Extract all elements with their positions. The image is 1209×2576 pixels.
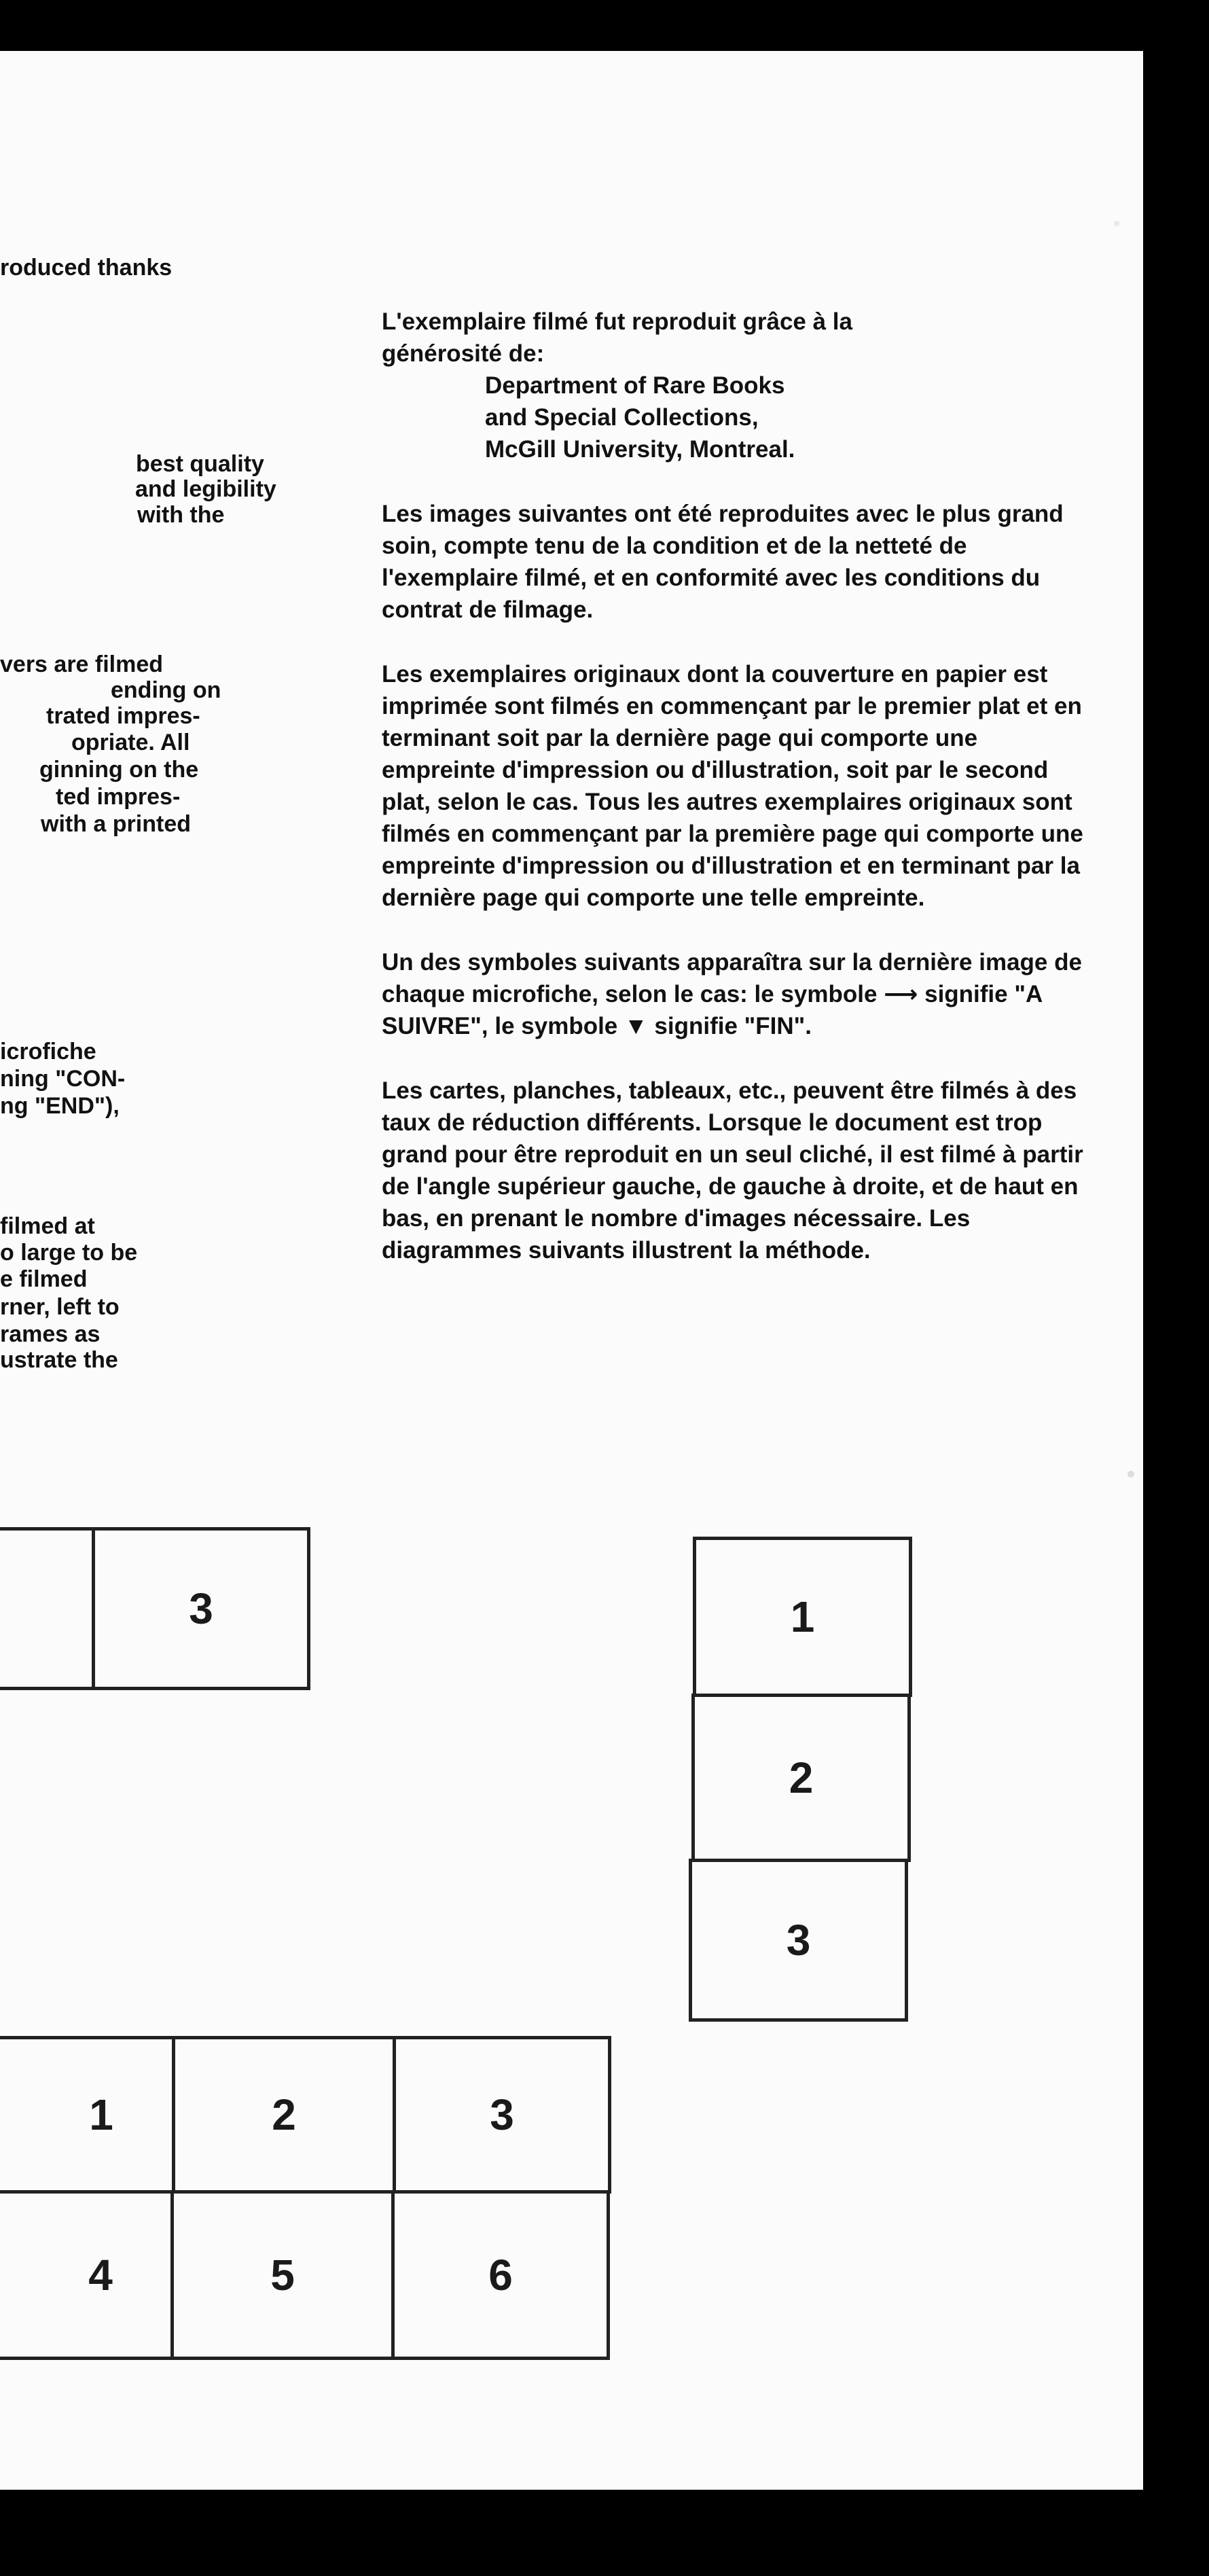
diagram-frame-4 [0, 2190, 174, 2360]
credit-line: générosité de: [382, 340, 545, 367]
diagram-frame-6 [391, 2190, 610, 2360]
institution-line: and Special Collections, [485, 404, 759, 431]
text-line: vers are filmed [0, 651, 164, 677]
frame-number: 2 [272, 2090, 296, 2139]
paragraph-maps: Les cartes, planches, tableaux, etc., peuvent être filmés à des taux de réduction différents. Lorsque le document est trop grand pour être reproduit en un seul cliché, il est filmé à partir de l'angle supérieur gauche, de gauche à droite, et de haut en bas, en prenant le nombre d'images nécessaire. Les diagrammes suivants illustrent la méthode. [382, 1077, 1083, 1264]
frame-number: 1 [790, 1592, 815, 1641]
diagram-frame-5 [170, 2190, 395, 2360]
text-line: roduced thanks [0, 255, 173, 281]
text-line: icrofiche [0, 1039, 96, 1065]
text-line: and legibility [135, 476, 276, 502]
diagram-frame-2 [691, 1694, 911, 1862]
paragraph-originals: Les exemplaires originaux dont la couverture en papier est imprimée sont filmés en commençant par le premier plat et en terminant soit par la dernière page qui comporte une empreinte d'impression ou d'illustration, soit par le second plat, selon le cas. Tous les autres exemplaires originaux sont filmés en commençant par la première page qui comporte une empreinte d'impression ou d'illustration et en terminant par la dernière page qui comporte une telle empreinte. [382, 661, 1083, 911]
frame-number: 4 [88, 2251, 113, 2300]
text-line: o large to be [0, 1240, 138, 1266]
credit-line: L'exemplaire filmé fut reproduit grâce à la [382, 308, 852, 335]
dust-speck [1127, 1471, 1134, 1478]
document-page [0, 51, 1143, 2490]
dust-speck [1114, 221, 1119, 226]
text-line: opriate. All [71, 730, 190, 755]
text-line: rner, left to [0, 1294, 120, 1320]
diagram-frame-2 [172, 2036, 396, 2194]
text-line: e filmed [0, 1266, 88, 1292]
french-column [382, 306, 1095, 1299]
symbols-text: Un des symboles suivants apparaîtra sur la dernière image de chaque microfiche, selon le cas: le symbole [382, 949, 1082, 1007]
institution-line: McGill University, Montreal. [485, 436, 795, 463]
triangle-icon: ▼ [624, 1013, 648, 1039]
text-line: ng "END"), [0, 1093, 120, 1119]
frame-number: 3 [189, 1584, 213, 1633]
symbols-text: signifie "A SUIVRE", le symbole [382, 981, 1042, 1039]
frame-number: 1 [89, 2090, 113, 2139]
text-line: trated impres- [46, 703, 200, 729]
diagram-frame-1 [693, 1537, 912, 1697]
diagram-frame-1 [0, 2036, 175, 2194]
frame-number: 2 [789, 1753, 814, 1802]
frame-number: 5 [270, 2251, 295, 2300]
text-line: ustrate the [0, 1347, 118, 1373]
institution-line: Department of Rare Books [485, 372, 785, 399]
text-line: rames as [0, 1321, 101, 1347]
paragraph-credit [382, 306, 1095, 465]
paragraph-quality: Les images suivantes ont été reproduites avec le plus grand soin, compte tenu de la condition et de la netteté de l'exemplaire filmé, et en conformité avec les conditions du contrat de filmage. [382, 501, 1064, 623]
frame-number: 6 [488, 2251, 513, 2300]
diagram-frame-3 [92, 1527, 310, 1690]
diagram-frame [0, 1527, 96, 1690]
frame-number: 3 [490, 2090, 514, 2139]
arrow-icon: ⟶ [884, 981, 918, 1007]
text-line: with a printed [41, 811, 191, 837]
text-line: with the [137, 502, 225, 528]
text-line: ending on [111, 677, 221, 703]
text-line: ginning on the [39, 757, 199, 783]
diagram-frame-3 [393, 2036, 611, 2194]
paragraph-symbols [382, 946, 1095, 1042]
symbols-text: signifie "FIN". [654, 1013, 812, 1039]
text-line: best quality [136, 451, 264, 477]
text-line: ted impres- [56, 784, 181, 810]
diagram-frame-3 [689, 1859, 908, 2022]
text-line: ning "CON- [0, 1066, 126, 1092]
frame-number: 3 [786, 1916, 811, 1965]
text-line: filmed at [0, 1213, 95, 1239]
